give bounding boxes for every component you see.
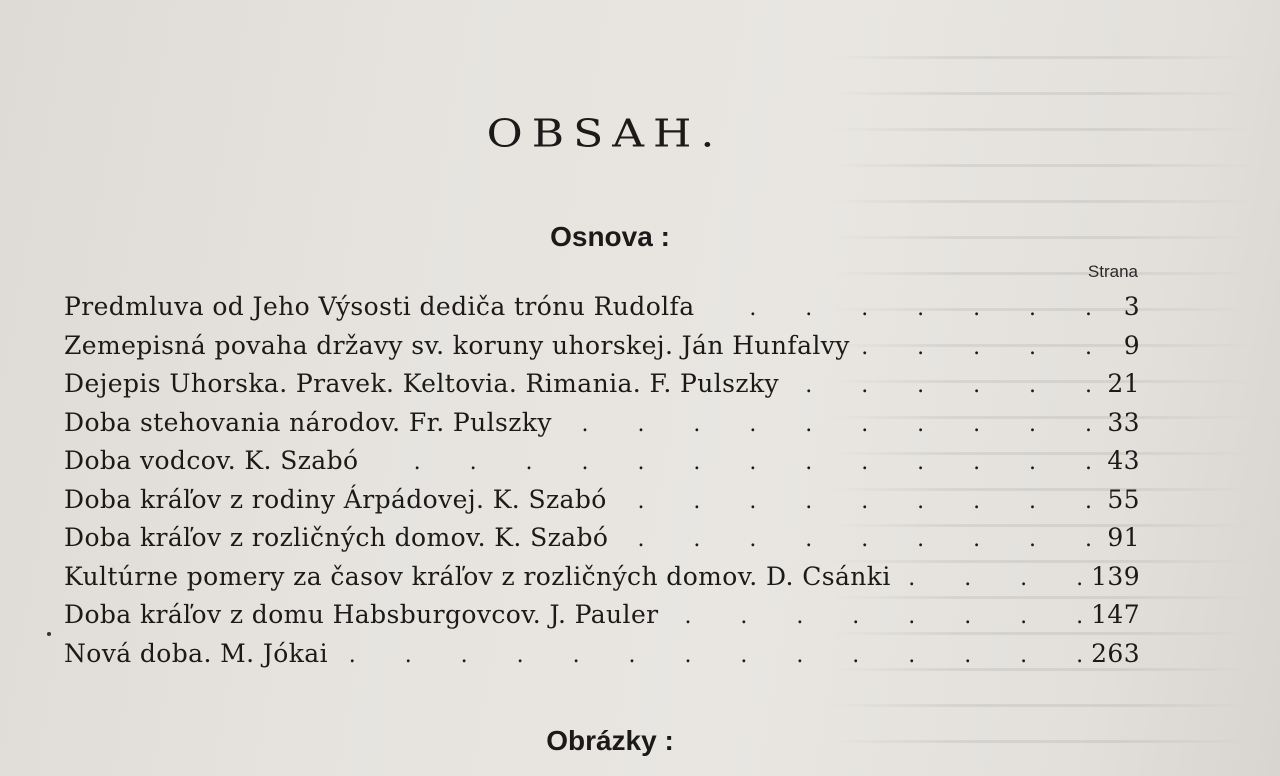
toc-page-number: 91 (1107, 523, 1140, 552)
toc-row (64, 635, 1140, 674)
toc-page-number: 33 (1107, 407, 1140, 437)
toc-row (64, 558, 1140, 597)
toc-entry: Doba kráľov z domu Habsburgovcov. J. Pauler (64, 600, 659, 629)
toc-row (64, 327, 1140, 366)
page-title: OBSAH. (486, 111, 724, 156)
toc-row (64, 519, 1140, 558)
dot-leader (899, 560, 1083, 599)
toc-entry: Doba kráľov z rodiny Árpádovej. K. Szabó (64, 484, 607, 514)
toc-page-number: 3 (1123, 292, 1140, 321)
dot-leader (560, 406, 1092, 445)
dot-leader (787, 367, 1092, 406)
toc-page-number: 43 (1107, 446, 1140, 475)
page-column-header: Strana (1087, 262, 1138, 281)
toc-page-number: 263 (1091, 638, 1140, 668)
toc-row (64, 596, 1140, 635)
toc-entry: Doba vodcov. K. Szabó (64, 446, 359, 475)
toc-row (64, 288, 1140, 327)
dot-leader (615, 483, 1092, 522)
toc-row (64, 442, 1140, 481)
dot-leader (858, 329, 1092, 368)
toc-entry: Nová doba. M. Jókai (64, 638, 328, 668)
toc-entry: Zemepisná povaha državy sv. koruny uhorskej. Ján Hunfalvy (64, 330, 850, 360)
toc-row (64, 365, 1140, 404)
toc-entry: Predmluva od Jeho Výsosti dediča trónu Rudolfa (64, 292, 695, 321)
toc-page-number: 139 (1091, 561, 1140, 591)
toc-row (64, 481, 1140, 520)
dot-leader (703, 290, 1092, 329)
toc-entry: Doba kráľov z rozličných domov. K. Szabó (64, 523, 609, 552)
toc-entry: Dejepis Uhorska. Pravek. Keltovia. Rimania. F. Pulszky (64, 369, 780, 398)
toc-row (64, 404, 1140, 443)
toc-page-number: 21 (1107, 369, 1140, 398)
toc-page-number: 9 (1123, 330, 1140, 360)
dot-leader (667, 598, 1084, 637)
toc-page-number: 55 (1107, 484, 1140, 514)
dot-leader (336, 637, 1083, 676)
toc-entry: Doba stehovania národov. Fr. Pulszky (64, 407, 552, 437)
toc-entry: Kultúrne pomery za časov kráľov z rozličných domov. D. Csánki (64, 561, 891, 591)
table-of-contents (64, 288, 1140, 673)
toc-page-number: 147 (1091, 600, 1140, 629)
ink-speck (47, 632, 51, 636)
section-heading-osnova: Osnova : (550, 221, 670, 252)
dot-leader (616, 521, 1092, 560)
dot-leader (366, 444, 1092, 483)
section-heading-obrazky: Obrázky : (546, 725, 674, 756)
